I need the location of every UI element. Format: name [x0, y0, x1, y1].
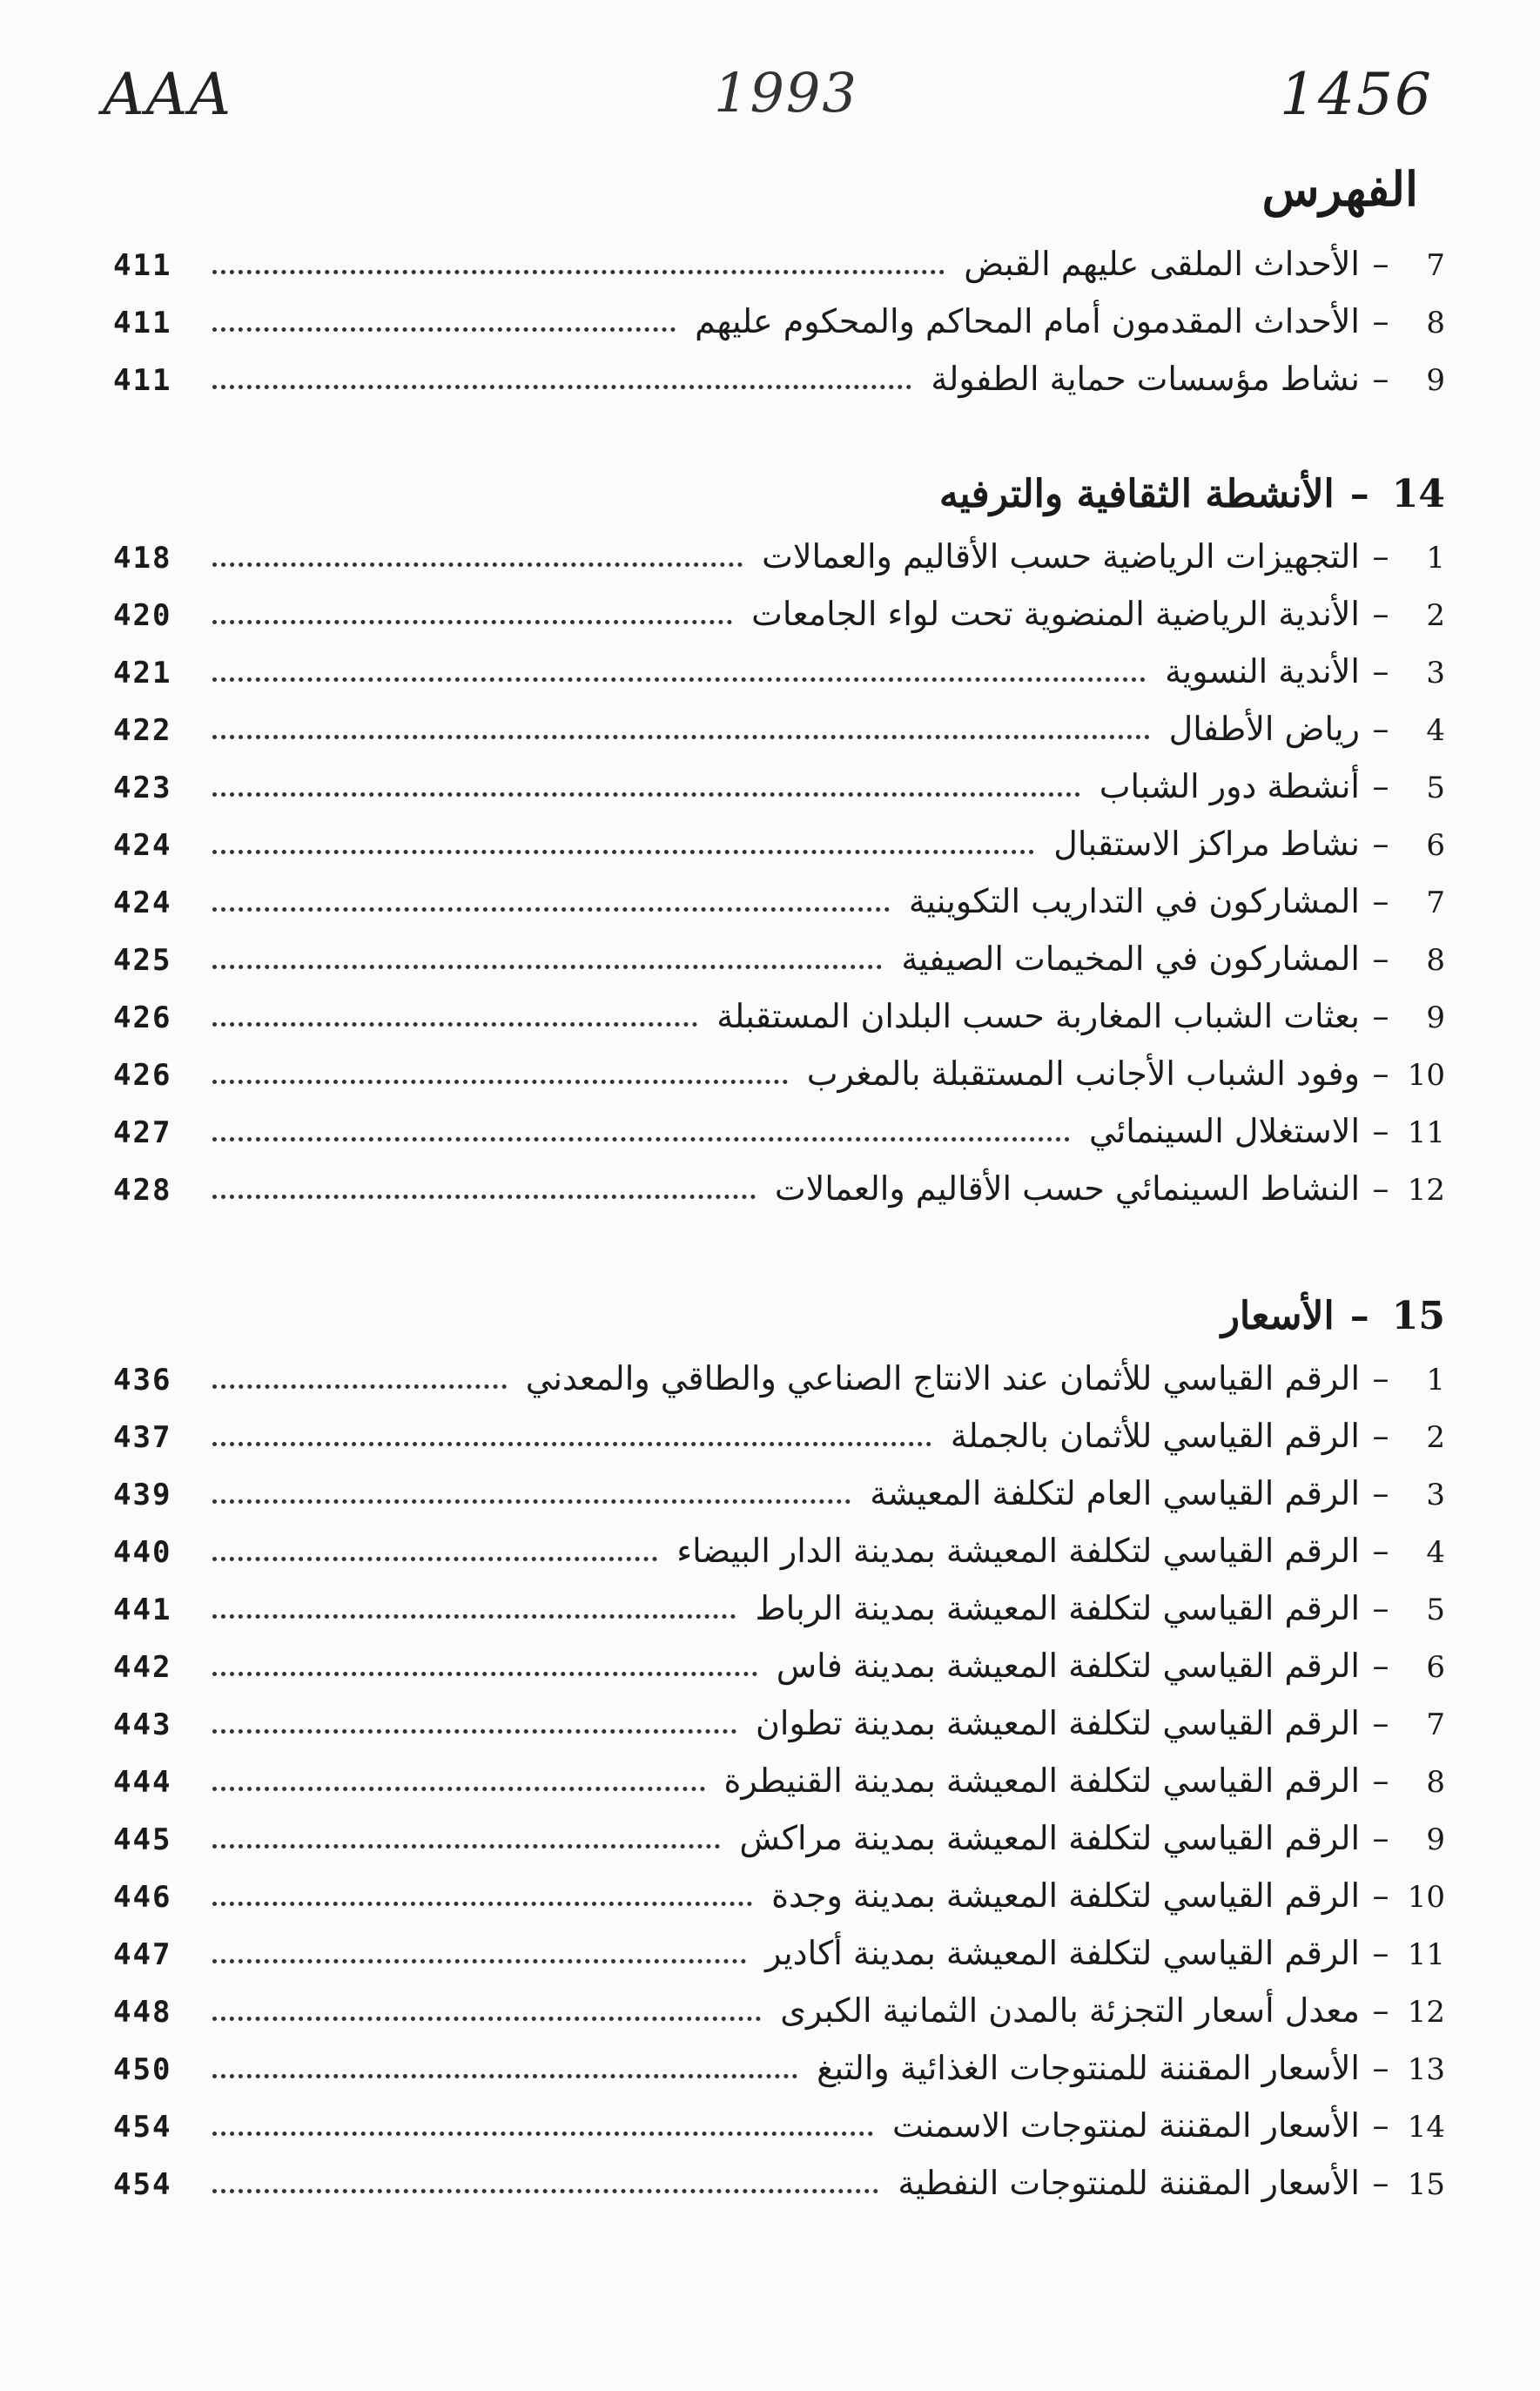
dot-leader [212, 2017, 761, 2021]
entry-number: 2 [1426, 598, 1445, 633]
toc-entry [113, 1867, 1445, 1924]
entry-number: 1 [1426, 541, 1445, 576]
entry-dash: – [1372, 940, 1389, 978]
page-number: 411 [113, 306, 172, 340]
page-number: 424 [113, 886, 172, 920]
entry-title: معدل أسعار التجزئة بالمدن الثمانية الكبرى [780, 1991, 1360, 2030]
entry-dash: – [1372, 1112, 1389, 1150]
entry-title: الرقم القياسي لتكلفة المعيشة بمدينة فاس [776, 1647, 1360, 1685]
entry-title: وفود الشباب الأجانب المستقبلة بالمغرب [806, 1054, 1360, 1093]
dot-leader [212, 1902, 752, 1906]
toc-entry [113, 987, 1445, 1045]
page-number: 411 [113, 363, 172, 398]
toc-entry [113, 1694, 1445, 1752]
handwritten-note-right: 1456 [1280, 61, 1433, 128]
page-number: 443 [113, 1707, 172, 1742]
entry-title: المشاركون في المخيمات الصيفية [901, 940, 1360, 978]
page-number: 437 [113, 1420, 172, 1455]
entry-number: 8 [1426, 306, 1445, 340]
dot-leader [212, 677, 1146, 682]
toc-entry [113, 2154, 1445, 2212]
dot-leader [212, 1499, 851, 1504]
entry-dash: – [1372, 825, 1389, 863]
page-number: 450 [113, 2052, 172, 2087]
handwritten-note-year: 1993 [714, 61, 858, 125]
entry-title: الرقم القياسي العام لتكلفة المعيشة [870, 1474, 1360, 1512]
entry-title: الرقم القياسي لتكلفة المعيشة بمدينة أكادير [765, 1934, 1360, 1972]
page-number: 421 [113, 656, 172, 690]
continued-entries [113, 235, 1445, 407]
entry-dash: – [1372, 1704, 1389, 1742]
entry-dash: – [1372, 537, 1389, 576]
entry-number: 13 [1407, 2052, 1445, 2087]
entry-number: 9 [1426, 1000, 1445, 1035]
dot-leader [212, 2132, 873, 2136]
entry-title: الأحداث المقدمون أمام المحاكم والمحكوم عليهم [695, 302, 1360, 340]
page-number: 445 [113, 1822, 172, 1857]
entry-number: 8 [1426, 943, 1445, 978]
dot-leader [212, 1442, 931, 1446]
entry-dash: – [1372, 1761, 1389, 1800]
entry-dash: – [1372, 652, 1389, 690]
dot-leader [212, 1080, 788, 1084]
dot-leader [212, 965, 882, 969]
toc-entry [113, 2039, 1445, 2097]
page-number: 426 [113, 1000, 172, 1035]
entry-title: الرقم القياسي للأثمان عند الانتاج الصناعي والطاقي والمعدني [525, 1359, 1360, 1398]
dot-leader [212, 1844, 720, 1849]
toc-entry [113, 643, 1445, 700]
section-title: الأنشطة الثقافية والترفيه [938, 471, 1335, 516]
entry-number: 7 [1426, 1707, 1445, 1742]
entry-title: بعثات الشباب المغاربة حسب البلدان المستقبلة [716, 997, 1360, 1035]
toc-entry [113, 1350, 1445, 1407]
section-number: 14 [1391, 471, 1445, 516]
entry-number: 12 [1407, 1995, 1445, 2030]
entry-number: 4 [1426, 713, 1445, 748]
toc-entry [113, 1637, 1445, 1694]
page-title: الفهرس [1261, 161, 1418, 217]
page-number: 420 [113, 598, 172, 633]
entry-dash: – [1372, 1819, 1389, 1857]
entry-title: الأندية الرياضية المنضوية تحت لواء الجامعات [751, 595, 1360, 633]
page-number: 441 [113, 1593, 172, 1627]
toc-entry [113, 1924, 1445, 1982]
dot-leader [212, 385, 911, 389]
toc-entry [113, 1522, 1445, 1579]
toc-entry [113, 1752, 1445, 1809]
entry-number: 6 [1426, 828, 1445, 863]
entry-title: أنشطة دور الشباب [1099, 767, 1360, 805]
dot-leader [212, 1614, 736, 1619]
dot-leader [212, 562, 743, 567]
page-number: 454 [113, 2167, 172, 2202]
entry-number: 3 [1426, 1478, 1445, 1512]
entry-number: 11 [1407, 1937, 1445, 1972]
page-number: 454 [113, 2110, 172, 2145]
dot-leader [212, 1672, 757, 1676]
entry-title: نشاط مراكز الاستقبال [1053, 825, 1360, 863]
page-number: 448 [113, 1995, 172, 2030]
entry-dash: – [1372, 1876, 1389, 1915]
section-rows [113, 528, 1445, 1217]
page-number: 440 [113, 1535, 172, 1570]
dot-leader [212, 1787, 705, 1791]
dot-leader [212, 1384, 507, 1389]
page-number: 426 [113, 1058, 172, 1093]
page-number: 422 [113, 713, 172, 748]
entry-number: 1 [1426, 1363, 1445, 1398]
toc-entry [113, 930, 1445, 987]
page-number: 427 [113, 1115, 172, 1150]
entry-title: الرقم القياسي لتكلفة المعيشة بمدينة القنيطرة [723, 1761, 1360, 1800]
entry-title: الرقم القياسي لتكلفة المعيشة بمدينة وجدة [771, 1876, 1360, 1915]
entry-title: النشاط السينمائي حسب الأقاليم والعمالات [774, 1169, 1360, 1208]
toc-entry [113, 1982, 1445, 2039]
entry-title: الأسعار المقننة للمنتوجات الغذائية والتبغ [817, 2049, 1360, 2087]
dot-leader [212, 1195, 756, 1199]
dot-leader [212, 2189, 878, 2193]
page-number: 439 [113, 1478, 172, 1512]
section-rows [113, 1350, 1445, 2212]
entry-title: الأسعار المقننة للمنتوجات النفطية [898, 2164, 1360, 2202]
entry-dash: – [1372, 1054, 1389, 1093]
section-heading [113, 1282, 1445, 1350]
section-prices [113, 1282, 1445, 2212]
entry-number: 10 [1407, 1058, 1445, 1093]
entry-title: الأندية النسوية [1165, 652, 1360, 690]
dot-leader [212, 1959, 746, 1963]
toc-entry [113, 1045, 1445, 1102]
page-number: 425 [113, 943, 172, 978]
entry-dash: – [1372, 2164, 1389, 2202]
page-number: 418 [113, 541, 172, 576]
dot-leader [212, 2074, 797, 2078]
entry-dash: – [1372, 1359, 1389, 1398]
entry-title: الأحداث الملقى عليهم القبض [964, 245, 1360, 283]
entry-number: 8 [1426, 1765, 1445, 1800]
entry-number: 4 [1426, 1535, 1445, 1570]
page-number: 411 [113, 248, 172, 283]
entry-dash: – [1372, 1934, 1389, 1972]
toc-entry [113, 293, 1445, 350]
section-cultural-activities [113, 460, 1445, 1217]
entry-dash: – [1372, 1474, 1389, 1512]
toc-entry [113, 758, 1445, 815]
page-number: 428 [113, 1173, 172, 1208]
page-number: 442 [113, 1650, 172, 1685]
page-number: 423 [113, 771, 172, 805]
entry-dash: – [1372, 2049, 1389, 2087]
entry-title: الرقم القياسي لتكلفة المعيشة بمدينة الرباط [755, 1589, 1360, 1627]
section-title: الأسعار [1221, 1293, 1335, 1338]
entry-dash: – [1372, 1991, 1389, 2030]
entry-number: 5 [1426, 771, 1445, 805]
entry-dash: – [1372, 882, 1389, 920]
toc-entry [113, 2097, 1445, 2154]
toc-entry [113, 700, 1445, 758]
entry-dash: – [1372, 2106, 1389, 2145]
entry-dash: – [1372, 710, 1389, 748]
entry-number: 9 [1426, 1822, 1445, 1857]
dot-leader [212, 1729, 736, 1734]
entry-number: 3 [1426, 656, 1445, 690]
entry-dash: – [1372, 1417, 1389, 1455]
toc-entry [113, 872, 1445, 930]
toc-entry [113, 1102, 1445, 1160]
handwritten-note-left: AAA [103, 61, 232, 128]
toc-entry [113, 815, 1445, 872]
entry-title: الرقم القياسي لتكلفة المعيشة بمدينة مراكش [739, 1819, 1360, 1857]
dot-leader [212, 620, 732, 624]
entry-title: نشاط مؤسسات حماية الطفولة [931, 360, 1360, 398]
dot-leader [212, 850, 1034, 854]
entry-dash: – [1372, 1589, 1389, 1627]
entry-number: 12 [1407, 1173, 1445, 1208]
toc-entry [113, 235, 1445, 293]
entry-title: التجهيزات الرياضية حسب الأقاليم والعمالات [762, 537, 1360, 576]
entry-number: 6 [1426, 1650, 1445, 1685]
toc-entry [113, 1579, 1445, 1637]
section-heading [113, 460, 1445, 528]
toc-entry [113, 1407, 1445, 1465]
toc-entry [113, 1809, 1445, 1867]
entry-dash: – [1372, 1647, 1389, 1685]
dot-leader [212, 327, 676, 332]
entry-dash: – [1372, 997, 1389, 1035]
entry-title: المشاركون في التداريب التكوينية [908, 882, 1360, 920]
page-number: 424 [113, 828, 172, 863]
entry-number: 14 [1407, 2110, 1445, 2145]
entry-dash: – [1372, 767, 1389, 805]
entry-dash: – [1372, 302, 1389, 340]
entry-number: 7 [1426, 248, 1445, 283]
section-dash: – [1349, 471, 1369, 516]
page-number: 436 [113, 1363, 172, 1398]
entry-number: 7 [1426, 886, 1445, 920]
dot-leader [212, 1557, 657, 1561]
entry-dash: – [1372, 595, 1389, 633]
entry-title: الرقم القياسي للأثمان بالجملة [950, 1417, 1360, 1455]
entry-number: 15 [1407, 2167, 1445, 2202]
dot-leader [212, 1137, 1070, 1142]
toc-entry [113, 585, 1445, 643]
entry-title: الرقم القياسي لتكلفة المعيشة بمدينة تطوان [755, 1704, 1360, 1742]
toc-entry [113, 1465, 1445, 1522]
table-of-contents [113, 235, 1445, 2212]
entry-dash: – [1372, 1169, 1389, 1208]
page-number: 446 [113, 1880, 172, 1915]
entry-title: الاستغلال السينمائي [1089, 1112, 1360, 1150]
entry-dash: – [1372, 245, 1389, 283]
page-number: 447 [113, 1937, 172, 1972]
dot-leader [212, 1022, 697, 1027]
entry-dash: – [1372, 360, 1389, 398]
entry-title: رياض الأطفال [1168, 710, 1360, 748]
dot-leader [212, 792, 1080, 797]
toc-entry [113, 1160, 1445, 1217]
entry-title: الأسعار المقننة لمنتوجات الاسمنت [892, 2106, 1360, 2145]
section-number: 15 [1391, 1293, 1445, 1338]
dot-leader [212, 907, 890, 912]
entry-number: 11 [1407, 1115, 1445, 1150]
entry-number: 9 [1426, 363, 1445, 398]
dot-leader [212, 735, 1150, 739]
entry-title: الرقم القياسي لتكلفة المعيشة بمدينة الدار البيضاء [676, 1532, 1360, 1570]
toc-entry [113, 528, 1445, 585]
entry-dash: – [1372, 1532, 1389, 1570]
dot-leader [212, 270, 945, 274]
entry-number: 5 [1426, 1593, 1445, 1627]
entry-number: 10 [1407, 1880, 1445, 1915]
toc-entry [113, 350, 1445, 407]
entry-number: 2 [1426, 1420, 1445, 1455]
page-number: 444 [113, 1765, 172, 1800]
section-dash: – [1349, 1293, 1369, 1338]
